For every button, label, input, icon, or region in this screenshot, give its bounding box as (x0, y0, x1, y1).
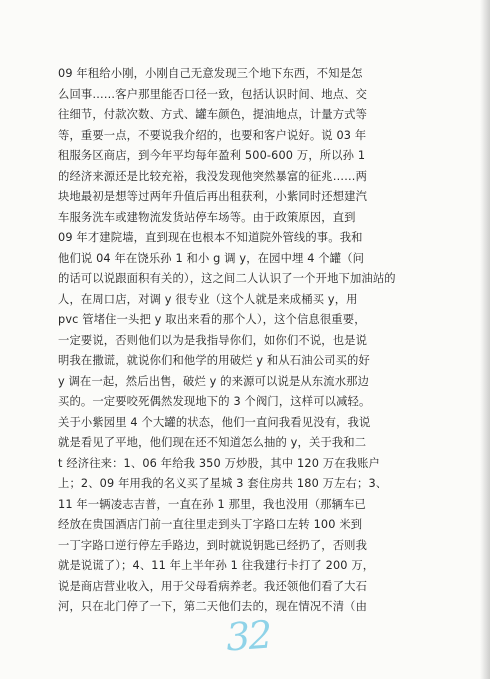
text-line: 买的。一定要咬死偶然发现地下的 3 个阀门，这样可以减轻。 (58, 395, 371, 408)
text-line: 往细节，付款次数、方式、罐车颜色，提油地点，计量方式等 (58, 108, 368, 121)
text-line: 租服务区商店，到今年平均每年盈利 500-600 万，所以孙 1 (58, 149, 366, 162)
text-line: t 经济往来：1、06 年给我 350 万炒股，其中 120 万在我账户 (58, 456, 381, 470)
handwritten-page-number: 32 (224, 612, 272, 660)
page-edge-shadow (480, 0, 490, 679)
text-line: 就是看见了平地，他们现在还不知道怎么抽的 y，关于我和二 (58, 436, 367, 449)
text-line: 么回事……客户那里能否口径一致，包括认识时间、地点、交 (58, 87, 368, 101)
text-line: 河，只在北门停了一下，第二天他们去的，现在情况不清（由 (58, 600, 368, 613)
text-line: 的经济来源还是比较充裕，我没发现他突然暴富的征兆……两 (58, 169, 368, 183)
text-line: 的话可以说跟面积有关的），这之间二人认识了一个开地下加油站的 (58, 272, 396, 285)
text-line: 他们说 04 年在饶乐孙 1 和小 g 调 y，在园中埋 4 个罐（问 (58, 251, 365, 265)
text-line: 车服务洗车或建物流发货站停车场等。由于政策原因，直到 (58, 210, 356, 224)
text-line: 09 年才建院墙，直到现在也根本不知道院外管线的事。我和 (58, 231, 363, 244)
body-text (58, 64, 472, 618)
text-line: 一定要说，否则他们以为是我指导你们，如你们不说，也是说 (58, 333, 368, 347)
text-line: y 调在一起，然后出售，破烂 y 的来源可以说是从东流水那边 (58, 374, 370, 388)
text-line: 经放在贵国酒店门前一直往里走到头丁字路口左转 100 米到 (58, 518, 363, 531)
text-line: 人，在周口店，对调 y 很专业（这个人就是来成桶买 y，用 (58, 292, 358, 306)
text-line: 11 年一辆凌志吉普，一直在孙 1 那里，我也没用（那辆车已 (58, 497, 366, 511)
text-line: 说是商店营业收入，用于父母看病养老。我还领他们看了大石 (58, 579, 368, 593)
text-line: 等，重要一点，不要说我介绍的，也要和客户说好。说 03 年 (58, 128, 367, 142)
text-line: 块地最初是想等过两年升值后再出租获利，小紫同时还想建汽 (58, 190, 368, 203)
text-line: 09 年租给小刚，小刚自己无意发现三个地下东西，不知是怎 (58, 67, 363, 80)
text-line: 就是说谎了）；4、11 年上半年孙 1 往我建行卡打了 200 万， (58, 559, 375, 572)
text-line: 一丁字路口逆行停左手路边，到时就说钥匙已经扔了，否则我 (58, 538, 368, 552)
text-line: pvc 管堵住一头把 y 取出来看的那个人），这个信息很重要， (58, 313, 366, 326)
text-line: 关于小紫园里 4 个大罐的状态，他们一直问我看见没有，我说 (58, 415, 371, 429)
text-line: 明我在撒谎，就说你们和他学的用破烂 y 和从石油公司买的好 (58, 354, 370, 367)
text-line: 上；2、09 年用我的名义买了星城 3 套住房共 180 万左右；3、 (58, 477, 388, 490)
